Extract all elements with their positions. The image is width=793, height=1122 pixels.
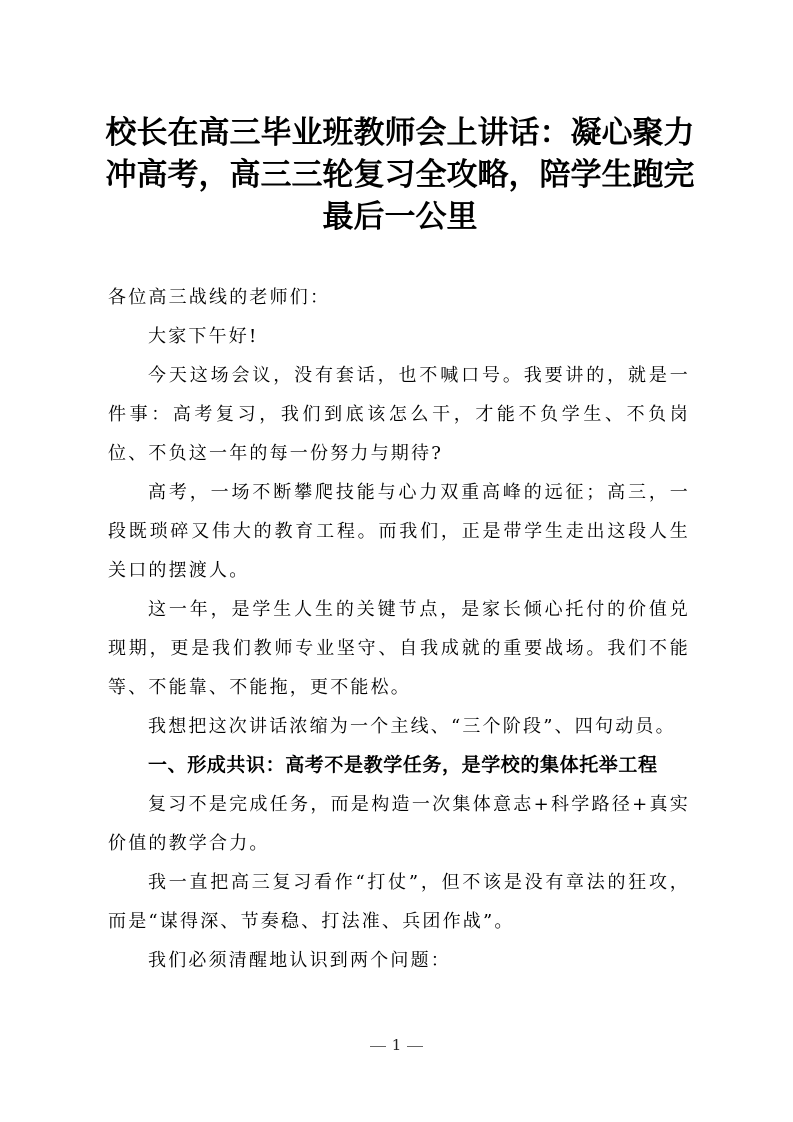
document-title: 校长在高三毕业班教师会上讲话：凝心聚力冲高考，高三三轮复习全攻略，陪学生跑完最后一公里 [105,115,695,235]
paragraph: 我想把这次讲话浓缩为一个主线、“三个阶段”、四句动员。 [148,716,676,737]
paragraph: 我们必须清醒地认识到两个问题： [148,950,451,971]
paragraph: 今天这场会议，没有套话，也不喊口号。我要讲的，就是一件事：高考复习，我们到底该怎么干，才能不负学生、不负岗位、不负这一年的每一份努力与期待? [108,365,690,464]
paragraph: 高考，一场不断攀爬技能与心力双重高峰的远征；高三，一段既琐碎又伟大的教育工程。而我们，正是带学生走出这段人生关口的摆渡人。 [108,482,690,581]
page-footer [0,1036,793,1054]
paragraph: 大家下午好! [148,326,259,347]
paragraph: 我一直把高三复习看作“打仗”，但不该是没有章法的狂攻，而是“谋得深、节奏稳、打法准、兵团作战”。 [108,872,690,932]
footer-dash-right [407,1046,423,1047]
document-body [108,278,690,980]
footer-dash-left [370,1046,386,1047]
paragraph: 这一年，是学生人生的关键节点，是家长倾心托付的价值兑现期，更是我们教师专业坚守、自我成就的重要战场。我们不能等、不能靠、不能拖，更不能松。 [108,599,690,698]
salutation: 各位高三战线的老师们： [108,287,331,308]
section-heading: 一、形成共识：高考不是教学任务，是学校的集体托举工程 [148,754,658,776]
paragraph: 复习不是完成任务，而是构造一次集体意志+科学路径+真实价值的教学合力。 [108,794,690,854]
page-number: 1 [391,1036,402,1054]
